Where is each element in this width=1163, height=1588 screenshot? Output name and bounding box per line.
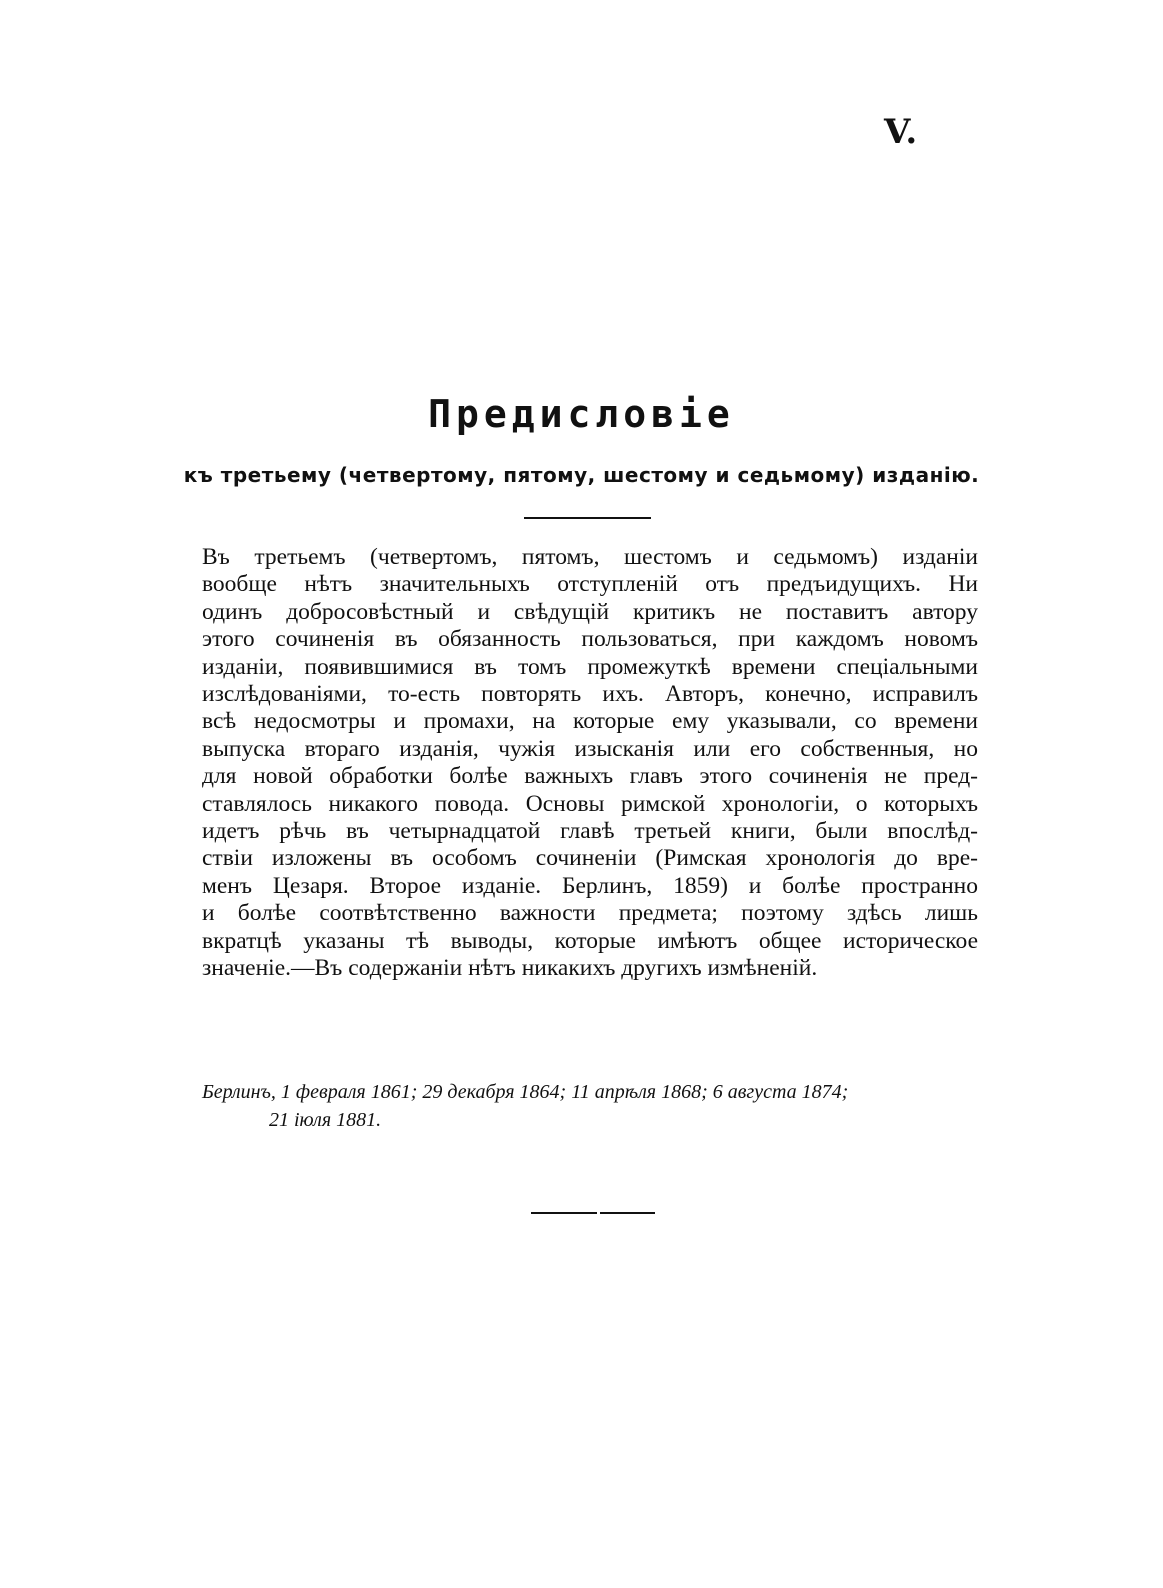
dateline-line: 21 іюля 1881. (269, 1109, 382, 1131)
end-divider (600, 1212, 655, 1214)
paragraph-line: одинъ добросовѣстный и свѣдущій критикъ не поставитъ автору (202, 598, 978, 625)
dateline-line: Берлинъ, 1 февраля 1861; 29 декабря 1864; 11 апрѣля 1868; 6 августа 1874; (202, 1081, 849, 1103)
paragraph-line: изданіи, появившимися въ томъ промежуткѣ времени спеціальными (202, 653, 978, 680)
end-divider (531, 1212, 597, 1214)
page-title: Предисловіе (428, 392, 735, 436)
paragraph-line: для новой обработки болѣе важныхъ главъ этого сочиненія не пред- (202, 763, 978, 790)
paragraph-line: выпуска втораго изданія, чужія изысканія или его собственныя, но (202, 735, 978, 762)
dateline (202, 1078, 978, 1134)
paragraph-line: изслѣдованіями, то-есть повторять ихъ. Авторъ, конечно, исправилъ (202, 681, 978, 708)
paragraph-line: ствіи изложены въ особомъ сочиненіи (Римская хронологія до вре- (202, 845, 978, 872)
paragraph-line: Въ третьемъ (четвертомъ, пятомъ, шестомъ и седьмомъ) изданіи (202, 544, 978, 570)
title-divider (524, 517, 651, 519)
paragraph-line: и болѣе соотвѣтственно важности предмета; поэтому здѣсь лишь (202, 900, 978, 927)
paragraph-line: ставлялось никакого повода. Основы римской хронологіи, о которыхъ (202, 790, 978, 817)
page-number: V. (884, 112, 919, 152)
paragraph-line: вкратцѣ указаны тѣ выводы, которые имѣютъ общее историческое (202, 927, 978, 954)
paragraph-line: всѣ недосмотры и промахи, на которые ему указывали, со времени (202, 708, 978, 735)
paragraph-line: менъ Цезаря. Второе изданіе. Берлинъ, 1859) и болѣе пространно (202, 872, 978, 899)
preface-paragraph (202, 544, 978, 983)
paragraph-line: вообще нѣтъ значительныхъ отступленій отъ предъидущихъ. Ни (202, 571, 978, 598)
paragraph-line: значеніе.—Въ содержаніи нѣтъ никакихъ другихъ измѣненій. (202, 955, 818, 982)
paragraph-line: этого сочиненія въ обязанность пользоваться, при каждомъ новомъ (202, 626, 978, 653)
paragraph-line: идетъ рѣчь въ четырнадцатой главѣ третьей книги, были впослѣд- (202, 818, 978, 845)
page-subtitle: къ третьему (четвертому, пятому, шестому и седьмому) изданію. (183, 463, 980, 487)
